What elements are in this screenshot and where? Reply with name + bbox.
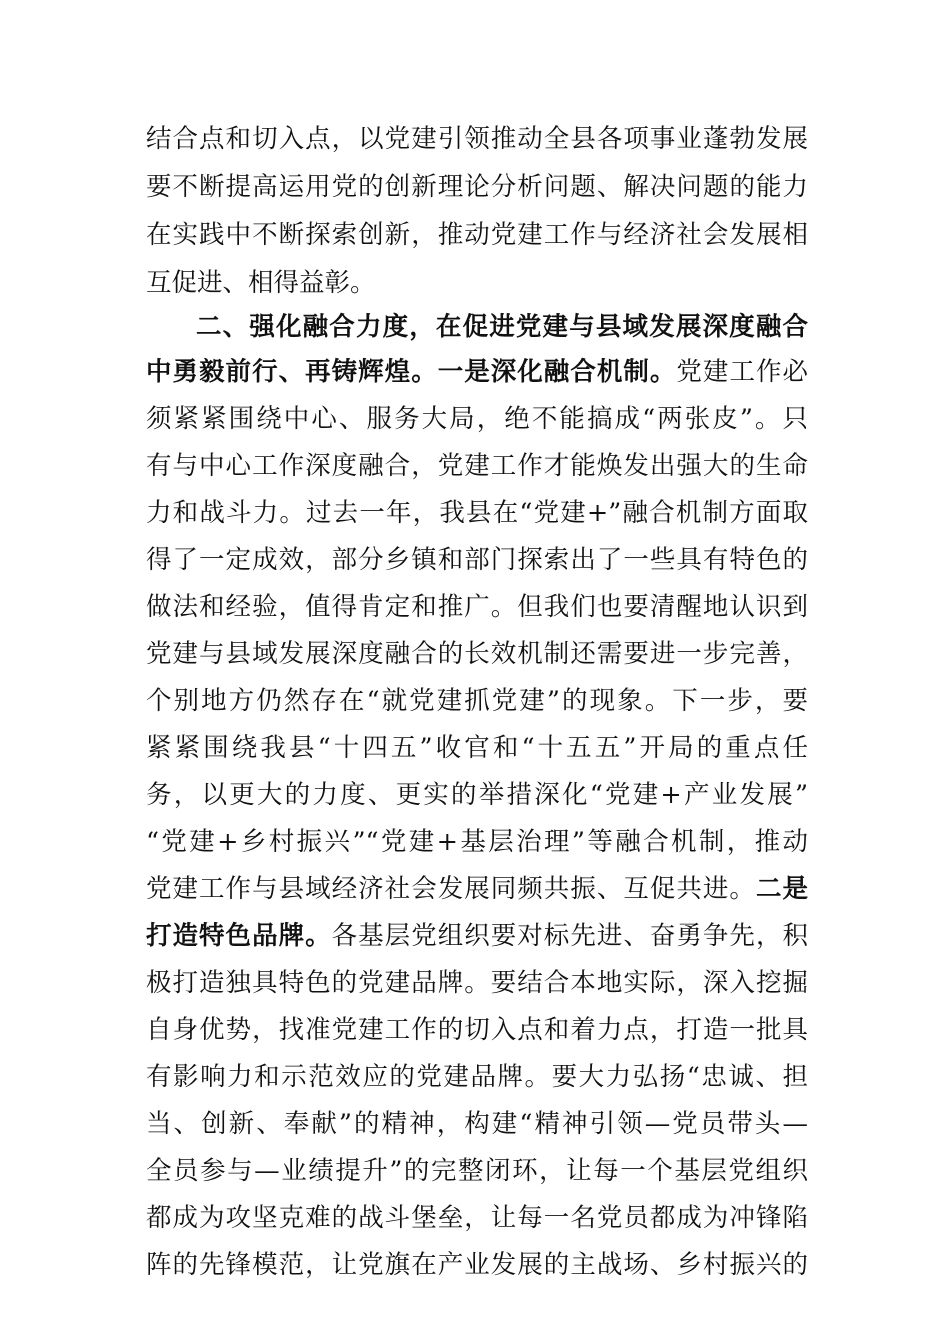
- body-text-line: 个别地方仍然存在“就党建抓党建”的现象。下一步，要: [146, 686, 808, 716]
- body-text-line: 有与中心工作深度融合，党建工作才能焕发出强大的生命: [146, 451, 808, 481]
- body-text-line: 都成为攻坚克难的战斗堡垒，让每一名党员都成为冲锋陷: [146, 1203, 808, 1233]
- body-text-line: 党建与县域发展深度融合的长效机制还需要进一步完善，: [146, 639, 808, 669]
- body-text-line: 务，以更大的力度、更实的举措深化“党建+产业发展”: [146, 780, 808, 810]
- body-text-line: 力和战斗力。过去一年，我县在“党建+”融合机制方面取: [146, 498, 808, 528]
- bold-heading-fragment: 中勇毅前行、再铸辉煌。一是深化融合机制。: [146, 357, 677, 387]
- body-text-line: 当、创新、奉献”的精神，构建“精神引领—党员带头—: [146, 1109, 808, 1139]
- body-text-line: 要不断提高运用党的创新理论分析问题、解决问题的能力: [146, 172, 808, 202]
- body-text-line: 阵的先锋模范，让党旗在产业发展的主战场、乡村振兴的: [146, 1250, 808, 1280]
- body-text-line: 极打造独具特色的党建品牌。要结合本地实际，深入挖掘: [146, 968, 808, 998]
- body-text-fragment: 党建工作必: [676, 357, 808, 387]
- body-text-line-mixed: [146, 869, 808, 909]
- body-text-line: 全员参与—业绩提升”的完整闭环，让每一个基层党组织: [146, 1156, 808, 1186]
- body-text-line: 做法和经验，值得肯定和推广。但我们也要清醒地认识到: [146, 592, 808, 622]
- body-text-line: 得了一定成效，部分乡镇和部门探索出了一些具有特色的: [146, 545, 808, 575]
- section-heading: 二、强化融合力度，在促进党建与县域发展深度融合: [196, 312, 808, 342]
- body-text-line: “党建+乡村振兴”“党建+基层治理”等融合机制，推动: [146, 827, 808, 857]
- body-text-line: 须紧紧围绕中心、服务大局，绝不能搞成“两张皮”。只: [146, 404, 808, 434]
- body-text-line-mixed: [146, 352, 808, 392]
- bold-heading-fragment: 打造特色品牌。: [146, 921, 332, 951]
- body-text-line: 自身优势，找准党建工作的切入点和着力点，打造一批具: [146, 1015, 808, 1045]
- body-text-line: 紧紧围绕我县“十四五”收官和“十五五”开局的重点任: [146, 733, 808, 763]
- body-text-line: 结合点和切入点，以党建引领推动全县各项事业蓬勃发展: [146, 124, 808, 154]
- body-text-line-mixed: [146, 916, 808, 956]
- body-text-line: 互促进、相得益彰。: [146, 268, 376, 298]
- bold-heading-fragment: 二是: [755, 874, 808, 904]
- body-text-fragment: 各基层党组织要对标先进、奋勇争先，积: [331, 921, 808, 951]
- body-text-line: 在实践中不断探索创新，推动党建工作与经济社会发展相: [146, 220, 808, 250]
- body-text-fragment: 党建工作与县域经济社会发展同频共振、互促共进。: [146, 874, 756, 904]
- body-text-line: 有影响力和示范效应的党建品牌。要大力弘扬“忠诚、担: [146, 1062, 808, 1092]
